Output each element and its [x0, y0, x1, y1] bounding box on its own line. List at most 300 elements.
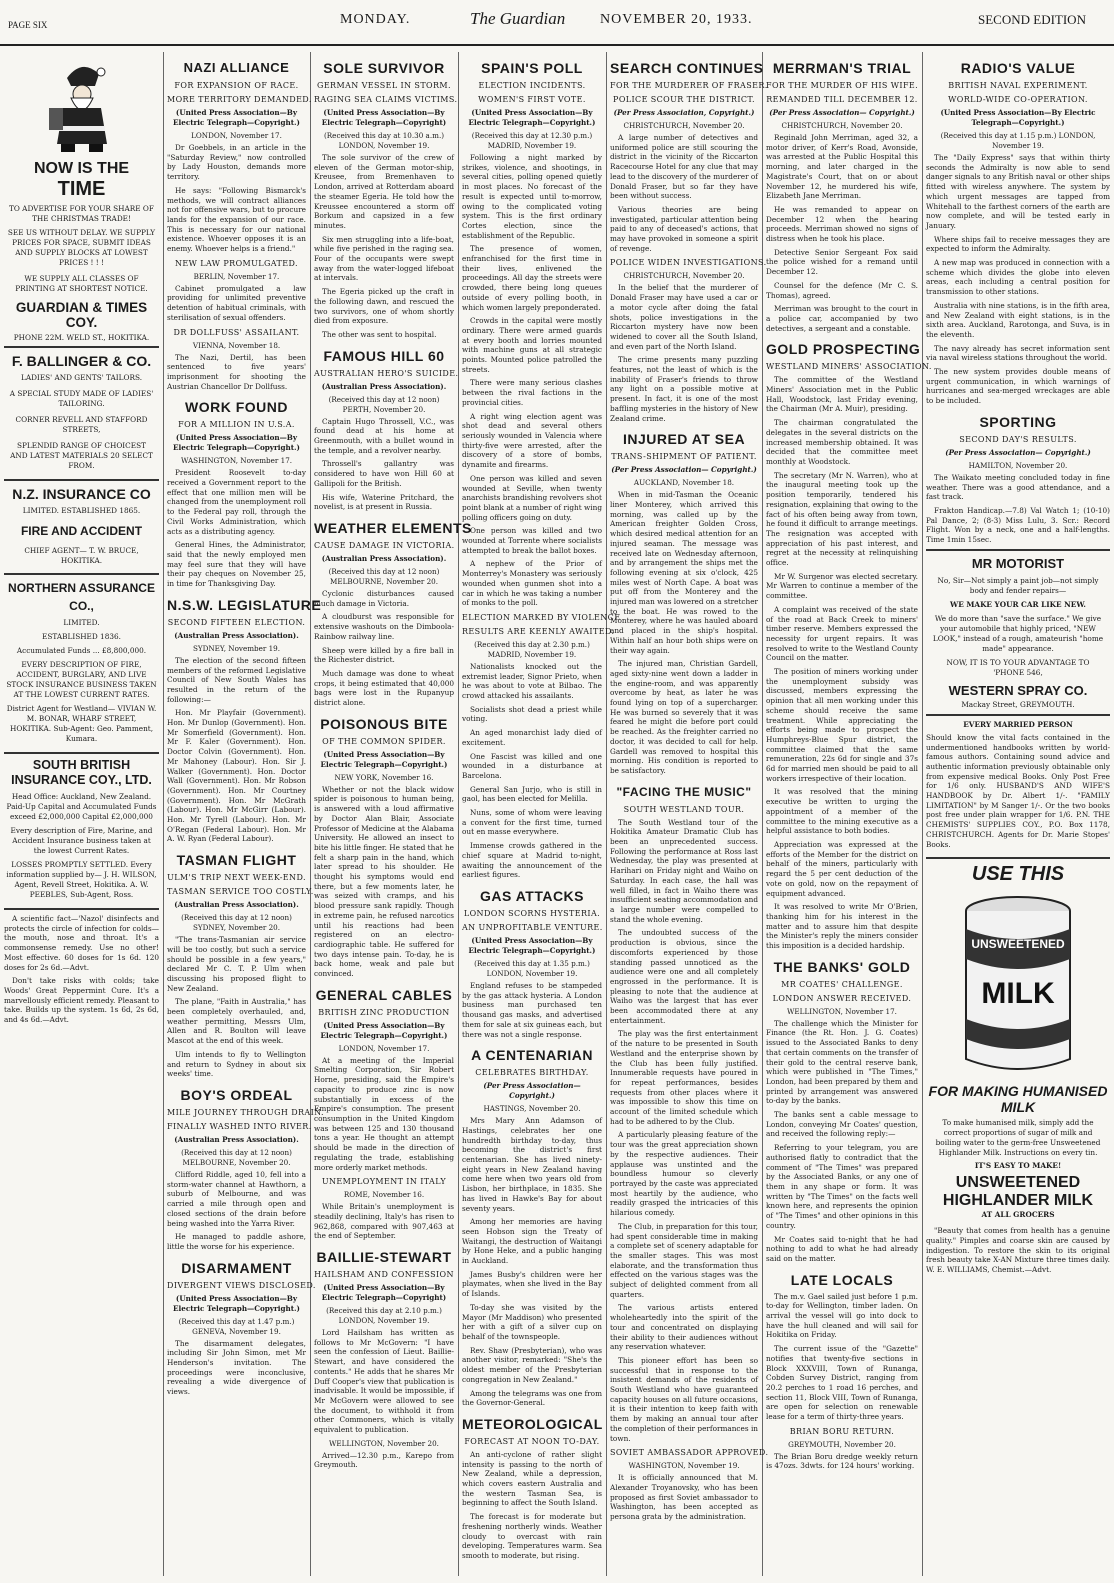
ad-text: ESTABLISHED 1836.: [42, 632, 121, 641]
ad-text: LADIES' AND GENTS' TAILORS.: [20, 373, 143, 382]
article-subhead: WORLD-WIDE CO-OPERATION.: [948, 95, 1088, 104]
article-paragraph: Much damage was done to wheat crops, it being estimated that 40,000 bags were lost in the Rupanyup district alone.: [314, 668, 454, 708]
article-paragraph: The South Westland tour of the Hokitika Amateur Dramatic Club has been an unprecedented success. Following the performance at Ross last Wednesday, the play was presented at Harihari on Friday night and Waiho on Saturday. In each case, the hall was well filled, in fact in Waiho there was insufficient seating accommodation and a large number were compelled to stand the whole evening.: [610, 817, 758, 924]
article-source: (Australian Press Association).: [321, 553, 447, 563]
ad-subhead: FOR MAKING HUMANISED MILK: [928, 1083, 1108, 1116]
article-dateline: (Received this day at 1.35 p.m.) LONDON, November 19.: [474, 959, 590, 978]
article-paragraph: The m.v. Gael sailed just before 1 p.m. to-day for Wellington, timber laden. On arrival the vessel will go into dock to have the hull cleaned and will sail for Hokitika on Friday.: [766, 1291, 918, 1340]
article-headline: BAILLIE-STEWART: [316, 1249, 452, 1266]
article-paragraph: The Waikato meeting concluded today in fine weather. There was a good attendance, and a fast track.: [926, 472, 1110, 502]
article-headline: TASMAN FLIGHT: [176, 852, 297, 869]
article-radios-value: [926, 60, 1110, 406]
article-headline: SOLE SURVIVOR: [323, 60, 445, 76]
article-paragraph: His wife, Waterine Pritchard, the novelist, is at present in Russia.: [314, 492, 454, 512]
article-paragraph: Nuns, some of whom were leaving a convent for the first time, turned out en masse everywhere.: [462, 808, 602, 837]
column-1: [0, 52, 163, 1576]
ad-text: No, Sir—Not simply a paint job—not simply body and fender repairs—: [937, 575, 1099, 595]
article-paragraph: Among the telegrams was one from the Governor-General.: [462, 1388, 602, 1408]
article-paragraph: The Brian Boru dredge weekly return is 47ozs. 3dwts. for 124 hours' working.: [766, 1451, 918, 1471]
ad-firm-name: F. BALLINGER & CO.: [11, 353, 152, 369]
article-subhead: MORE TERRITORY DEMANDED.: [167, 95, 312, 104]
ad-text: SEE US WITHOUT DELAY. WE SUPPLY PRICES FOR SPACE, SUBMIT IDEAS AND SUPPLY BLOCKS AT LOWEST PRICES ! ! !: [7, 228, 156, 267]
masthead: [0, 0, 1114, 46]
christmas-ad: [4, 52, 159, 343]
article-subhead: AUSTRALIAN HERO'S SUICIDE.: [314, 368, 459, 378]
ad-brand: UNSWEETENED HIGHLANDER MILK: [942, 1174, 1094, 1210]
article-source: (United Press Association—By Electric Telegraph—Copyright): [321, 108, 447, 127]
ad-firm-name: NORTHERN ASSURANCE CO.,: [8, 581, 155, 613]
article-injured-at-sea: [610, 431, 758, 775]
article-paragraph: There were many serious clashes between the rival factions in the provincial cities.: [462, 378, 602, 407]
tin-label-top: UNSWEETENED: [971, 937, 1065, 952]
article-subhead: RESULTS ARE KEENLY AWAITED.: [462, 626, 615, 636]
article-boys-ordeal: [167, 1087, 324, 1252]
ad-text: District Agent for Westland— VIVIAN W. M. BONAR, WHARF STREET, HOKITIKA. Sub-Agent: Geo. Pamment, Kumara.: [6, 704, 157, 743]
article-paragraph: Counsel for the defence (Mr C. S. Thomas), agreed.: [766, 280, 918, 300]
article-source: (United Press Association—By Electric Telegraph—Copyright.): [173, 1293, 300, 1313]
article-dateline: CHRISTCHURCH, November 20.: [781, 121, 903, 130]
nazol-advert: A scientific fact—'Nazol' disinfects and protects the circle of infection for colds—the mouth, nose and throat. It's a commonsense remedy. Use no other! Most effective. 60 doses for 1s 6d. 120 doses for 2s 6d.—Advt.: [4, 914, 159, 972]
article-sporting: [926, 414, 1110, 545]
article-source: (United Press Association—By Electric Telegraph—Copyright.): [320, 749, 448, 769]
ad-headline: USE THIS: [971, 863, 1065, 886]
married-person-ad: [926, 714, 1110, 857]
article-subhead: FOR A MILLION IN U.S.A.: [178, 420, 295, 430]
article-paragraph: A particularly pleasing feature of the tour was the great appreciation shown by the respective audiences. Their applause was unstinted and the boundless humour so cleverly portrayed by the caste was appreciated most heartily by the audience, who readily grasped the intricacies of this hilarious comedy.: [610, 1130, 758, 1218]
article-paragraph: The election of the second fifteen members of the reformed Legislative Council of New South Wales has resulted in the return of the following:—: [167, 655, 306, 704]
ad-text: CORNER REVELL AND STAFFORD STREETS,: [15, 415, 148, 434]
article-dateline: (Received this day at 1.15 p.m.) LONDON, November 19.: [940, 131, 1096, 150]
article-paragraph: Following a night marked by strikes, violence, and shootings, in several cities, polling opened quietly in most places. No forecast of the result is expected until to-morrow, owing to the complicated voting system. This is the first ordinary Cortes election, since the establishment of the Republic.: [462, 153, 602, 240]
article-headline: FAMOUS HILL 60: [323, 347, 445, 364]
article-subhead: SECOND FIFTEEN ELECTION.: [167, 617, 306, 627]
article-headline: GENERAL CABLES: [315, 986, 453, 1003]
article-paragraph: The "Daily Express" says that within thirty seconds the Admiralty is now able to send danger signals to any British naval or other ships fitted with wireless anywhere. The system by which urgent messages are tapped from Whitehall to the farthest corners of the earth are now complete, and will be tested early in January.: [926, 153, 1110, 230]
article-subhead: POLICE WIDEN INVESTIGATIONS.: [610, 258, 767, 268]
ad-text: SPLENDID RANGE OF CHOICEST AND LATEST MATERIALS 20 SELECT FROM.: [10, 441, 153, 470]
ad-address: PHONE 22M. WELD ST., HOKITIKA.: [13, 333, 150, 342]
article-source: (United Press Association—By Electric Telegraph—Copyright): [321, 1283, 447, 1303]
ad-headline: EVERY MARRIED PERSON: [963, 719, 1073, 729]
column-7: [922, 52, 1114, 1576]
article-dateline: CHRISTCHURCH, November 20.: [623, 271, 745, 281]
article-paragraph: Cabinet promulgated a law providing for unlimited preventive detention of habitual criminals, with sterilisation of sexual offenders.: [167, 283, 306, 322]
article-centenarian: [462, 1047, 602, 1408]
article-subhead: WOMEN'S FIRST VOTE.: [478, 95, 586, 104]
paper-name: The Guardian: [470, 9, 566, 28]
article-paragraph: General San Jurjo, who is still in gaol, has been elected for Melilla.: [462, 784, 602, 804]
article-paragraph: One person was killed and two wounded at Torrente where socialists attempted to break the ballot boxes.: [462, 526, 602, 555]
article-subhead: GERMAN VESSEL IN STORM.: [317, 81, 451, 90]
article-dateline: (Received this day at 2.30 p.m.) MADRID, November 19.: [474, 639, 590, 659]
article-subhead: RAGING SEA CLAIMS VICTIMS.: [314, 95, 458, 104]
article-paragraph: Socialists shot dead a priest while voting.: [462, 704, 602, 724]
ad-text: Head Office: Auckland, New Zealand. Paid-Up Capital and Accumulated Funds exceed £2,000,000 Capital £2,000,000: [6, 792, 157, 821]
article-dateline: AUCKLAND, November 18.: [633, 478, 735, 488]
article-dateline: (Received this day at 10.30 a.m.) LONDON, November 19.: [323, 131, 445, 150]
article-banks-gold: [766, 959, 918, 1264]
ad-firm-name: N.Z. INSURANCE CO: [12, 486, 151, 502]
article-source: (Australian Press Association).: [174, 1135, 299, 1144]
ad-text: IT'S EASY TO MAKE!: [974, 1161, 1062, 1171]
article-paragraph: General Hines, the Administrator, said that the newly employed men may feel sure that they will have their pay cheques on November 25, in time for Thanksgiving Day.: [167, 540, 306, 589]
ad-text: We do more than "save the surface." We give your automobile that highly priced, "NEW LOOK," instead of a rough, amateurish "home made" appearance.: [932, 613, 1104, 653]
article-dateline: NEW YORK, November 16.: [334, 772, 434, 782]
article-subhead: FOR EXPANSION OF RACE.: [174, 81, 299, 90]
article-paragraph: The play was the first entertainment of the nature to be presented in South Westland and the enterprise shown by the Club has been fully justified. Innumerable requests have poured in for repeat performances, besides requests from other places where it was impossible to show this time on account of the limited schedule which had to be adhered to by the Club.: [610, 1029, 758, 1126]
article-dateline: VIENNA, November 18.: [192, 340, 281, 350]
article-paragraph: Frakton Handicap.—7.8) Val Watch 1; (10-10) Pal Dance, 2; (8-3) Miss Lulu, 3. Scr.: Record Flight. Won by a neck, one and a half-lengths. Time 1min 15sec.: [926, 505, 1110, 545]
article-paragraph: The sole survivor of the crew of eleven of the German motor-ship, Kreusee, from Bremenhaven to London, arrived at Rotterdam aboard the steamer Egeria. He told how the Kreussee encountered a storm off Borkum and capsized in a few minutes.: [314, 153, 454, 230]
article-paragraph: Throssell's gallantry was considered to have won Hill 60 at Gallipoli for the British.: [314, 459, 454, 488]
article-subhead: DIVERGENT VIEWS DISCLOSED.: [167, 1280, 316, 1290]
article-paragraph: The disarmament delegates, including Sir John Simon, met Mr Henderson's invitation. The proceedings were inconclusive, revealing a wide divergence of views.: [167, 1338, 306, 1397]
article-paragraph: It was resolved to write Mr O'Brien, thanking him for his interest in the matter and to assure him that despite the Minister's reply the miners consider this imposition is a decided hardship.: [766, 902, 918, 951]
article-sole-survivor: [314, 60, 458, 340]
article-dateline: (Received this day at 12.30 p.m.) MADRID, November 19.: [471, 131, 593, 150]
article-weather-elements: [314, 519, 472, 708]
article-dateline: GREYMOUTH, November 20.: [788, 1439, 896, 1449]
article-headline: BOY'S ORDEAL: [180, 1087, 293, 1103]
article-headline: POISONOUS BITE: [320, 715, 448, 732]
article-source: (United Press Association—By Electric Telegraph—Copyright.): [468, 108, 596, 127]
article-paragraph: Lord Hailsham has written as follows to Mr McGovern: "I have seen the confession of Lieut. Baillie-Stewart, and have considered the contents." He adds that he shares Mr Duff Cooper's view that publication is inadvisable. It would be impossible, if Mr McGovern were allowed to see the document, to withhold it from other Commoners, which is vitally equivalent to publication.: [314, 1328, 454, 1435]
article-paragraph: Merriman was brought to the court in a police car, accompanied by two detectives, a sergeant and a constable.: [766, 304, 918, 333]
article-paragraph: The plane, "Faith in Australia," has been completely overhauled, and, weather permitting, Messrs Ulm, Allen and R. Boulton will leave Mascot at the end of this week.: [167, 997, 306, 1046]
article-paragraph: Crowds in the capital were mostly ordinary. There were armed guards at every booth and lorries mounted with machine guns at all strategic points. Mounted police patrolled the streets.: [462, 316, 602, 374]
motorist-ad: [926, 549, 1110, 714]
article-dateline: WASHINGTON, November 19.: [628, 1461, 740, 1471]
edition-label: SECOND EDITION: [978, 12, 1086, 27]
ad-text: LIMITED.: [63, 618, 100, 627]
article-source: (Per Press Association— Copyright.): [769, 108, 915, 117]
woods-advert: Don't take risks with colds; take Woods' Great Peppermint Cure. It's a marvellously efficient remedy. Pleasant to take. Builds up the system. 1s 6d, 2s 6d, and 4s 6d.—Advt.: [4, 976, 159, 1025]
article-subhead: LONDON SCORNS HYSTERIA.: [463, 909, 601, 918]
article-paragraph: He was remanded to appear on December 12 when the hearing proceeds. Merriman showed no signs of distress when he took his place.: [766, 204, 918, 244]
article-paragraph: The injured man, Christian Gardell, aged sixty-nine went down a ladder in the engine-room, and was apparently overcome by heat, as later he was found lying on top of a supercharger. He was burned so severely that it was feared he might die before port could be reached. As the freighter carried no doctor, it was decided to call for help. Gardell was removed to hospital this morning. His condition is reported to be satisfactory.: [610, 659, 758, 775]
article-paragraph: Nationalists knocked out the extremist leader, Signor Prieto, when he was about to vote at Bilbao. The crowd attacked his assailants.: [462, 661, 602, 701]
article-paragraph: The presence of women, enfranchised for the first time in their lives, enlivened the proceedings. All day the streets were crowded, there being long queues outside of every polling booth, in which women largely preponderated.: [462, 244, 602, 312]
article-dateline: WELLINGTON, November 17.: [787, 1006, 897, 1016]
article-paragraph: A new map was produced in connection with a scheme which divides the globe into eleven areas, each including a central position for transmission to other stations.: [926, 258, 1110, 297]
article-subhead: FOR THE MURDER OF HIS WIFE.: [766, 81, 919, 90]
column-4: [458, 52, 621, 1576]
article-subhead: FOR THE MURDERER OF FRASER.: [610, 81, 768, 90]
article-subhead: POLICE SCOUR THE DISTRICT.: [613, 95, 755, 104]
article-source: (Australian Press Association).: [174, 900, 299, 910]
santa-claus-icon: [47, 56, 117, 156]
ad-address: Mackay Street, GREYMOUTH.: [961, 699, 1075, 709]
article-headline: GOLD PROSPECTING: [766, 341, 921, 358]
ad-text: AT ALL GROCERS: [981, 1210, 1055, 1220]
article-paragraph: The secretary (Mr N. Warren), who at the inaugural meeting took up the position temporarily, tendered his resignation, explaining that owing to the fact of his often being away from town, he found it difficult to arrange meetings. The resignation was accepted with appreciation of his past interest, and regret at the necessity at relinquishing office.: [766, 470, 918, 568]
article-meteorological: [462, 1416, 602, 1561]
article-subhead: MR COATES' CHALLENGE.: [781, 979, 903, 989]
article-baillie-stewart: [314, 1249, 454, 1470]
ad-text: WE MAKE YOUR CAR LIKE NEW.: [950, 599, 1086, 609]
article-facing-the-music: [610, 784, 769, 1522]
article-paragraph: Reginald John Merriman, aged 32, a motor driver, of Kerr's Road, Avonside, was arrested at the Public Hospital this morning, and later charged in the Magistrate's Court, that on or about November 12, he murdered his wife, Elizabeth Jane Merriman.: [766, 133, 918, 201]
article-source: (Per Press Association— Copyright.): [611, 465, 757, 475]
issue-date: NOVEMBER 20, 1933.: [600, 12, 753, 27]
column-2: [163, 52, 324, 1576]
article-subhead: FORECAST AT NOON TO-DAY.: [464, 1436, 600, 1446]
article-headline: NAZI ALLIANCE: [183, 60, 290, 75]
article-paragraph: A large number of detectives and uniformed police are still scouring the district in the vicinity of the Riccarton Racecourse Hotel for any clue that may lead to the discovery of the murderer of Donald Fraser, but so far they have been without success.: [610, 133, 758, 201]
article-source: (United Press Association—By Electric Telegraph—Copyright.): [173, 433, 300, 453]
article-dateline: WELLINGTON, November 20.: [329, 1438, 439, 1448]
article-headline: WEATHER ELEMENTS: [314, 519, 472, 536]
ad-text: WE SUPPLY ALL CLASSES OF PRINTING AT SHORTEST NOTICE.: [15, 274, 148, 293]
article-paragraph: The banks sent a cable message to London, conveying Mr Coates' question, and received the following reply:—: [766, 1110, 918, 1139]
nz-insurance-ad: [4, 479, 159, 573]
article-subhead: CELEBRATES BIRTHDAY.: [475, 1068, 589, 1078]
article-paragraph: Various theories are being investigated, particular attention being paid to any of deceased's actions, that may have provoked in someone a spirit of revenge.: [610, 204, 758, 253]
article-dateline: BERLIN, November 17.: [193, 271, 280, 281]
article-gas-attacks: [462, 888, 602, 1039]
article-paragraph: The forecast is for moderate but freshening northerly winds. Weather cloudy to overcast with rain developing. Temperatures warm. Sea smooth to moderate, but rising.: [462, 1512, 602, 1560]
article-subhead: ULM'S TRIP NEXT WEEK-END.: [167, 873, 306, 883]
article-paragraph: President Roosevelt to-day received a Government report to the effect that one million men will be changed from the unemployment roll to the Federal pay roll, through the Civil Works Administration, which acts as a distributing agency.: [167, 468, 306, 536]
article-paragraph: The other was sent to hospital.: [322, 329, 437, 339]
article-subhead: REMANDED TILL DECEMBER 12.: [766, 95, 918, 104]
article-paragraph: This pioneer effort has been so successful that in response to the insistent demands of the residents of South Westland who have guaranteed capacity houses on all future occasions, it is their intention to keep faith with them by making an annual tour after the completion of their performances in town.: [610, 1355, 758, 1443]
article-paragraph: One Fascist was killed and one wounded in a disturbance at Barcelona.: [462, 751, 602, 780]
article-subhead: DR DOLLFUSS' ASSAILANT.: [173, 327, 300, 337]
article-paragraph: The new system provides double means of urgent communication, in which warnings of hurricanes and sea-merged wreckages are able to be included.: [926, 367, 1110, 406]
article-dateline: WASHINGTON, November 17.: [180, 456, 293, 466]
article-dateline: (Received this day at 12 noon) PERTH, November 20.: [328, 394, 440, 414]
article-paragraph: A complaint was received of the state of the road at Back Creek to miners' timber reserve. Members expressed the necessity for urgent repairs. It was resolved to write to the Westland County Council on the matter.: [766, 604, 918, 663]
article-subhead: SOUTH WESTLAND TOUR.: [623, 804, 745, 814]
article-subhead: LONDON ANSWER RECEIVED.: [772, 993, 912, 1003]
article-paragraph: Whether or not the black widow spider is poisonous to human being, is answered with a loud affirmative by Doctor Alan Blair, Associate Professor of Medicine at the Alabama University. He allowed an insect to bite his little finger. He stated that he felt a sharp pain in the hand, which later spread to his shoulder. He thought his symptoms would end there, but a few moments later, he was seized with cramps, and his blood pressure sank rapidly. Though in extreme pain, he refused narcotics until his reactions had been registered on an electro-cardiographic table. He suffered for two days intense pain. To-day, he is back home, weak and pale but convinced.: [314, 784, 454, 979]
article-paragraph: The crime presents many puzzling features, not the least of which is the inability of Fraser's friends to throw any light on a possible motive at present. In fact, it is one of the most baffling mysteries in the history of New Zealand crime.: [610, 355, 758, 423]
article-paragraph: Mr W. Surgenor was elected secretary. Mr Warren to continue a member of the committee.: [766, 571, 918, 601]
article-headline: LATE LOCALS: [790, 1271, 894, 1288]
article-paragraph: Clifford Riddle, aged 10, fell into a storm-water channel at Hawthorn, a suburb of Melbourne, and was carried a mile through open and closed sections of the drain before being washed into the Yarra River.: [167, 1170, 306, 1228]
article-dateline: (Received this day at 2.10 p.m.) LONDON, November 19.: [326, 1306, 442, 1326]
article-dateline: LONDON, November 17.: [338, 1043, 430, 1053]
article-headline: N.S.W. LEGISLATURE: [167, 596, 322, 613]
article-subhead: ELECTION MARKED BY VIOLENCE: [462, 612, 621, 622]
article-paragraph: The undoubted success of the production is obvious, since the discomforts experienced by those standing passed unnoticed as the audience were one and all completely engrossed in the performance. It is pleasing to note that the audience at Waiho was the largest that has ever been accommodated there at any entertainment.: [610, 928, 758, 1025]
article-paragraph: The committee of the Westland Miners' Association met in the Public Hall, Woodstock, last Friday evening, the Chairman (Mr A. Muir), presiding.: [766, 375, 918, 414]
article-subhead: MILE JOURNEY THROUGH DRAIN.: [167, 1108, 324, 1117]
article-subhead: CAUSE DAMAGE IN VICTORIA.: [314, 540, 455, 550]
article-paragraph: The various artists entered wholeheartedly into the spirit of the tour and concentrated on displaying their ability to their audiences without any reservation whatever.: [610, 1303, 758, 1352]
ad-text: Every description of Fire, Marine, and Accident Insurance business taken at the lowest Current Rates.: [10, 826, 153, 855]
article-source: (Per Press Association— Copyright.): [945, 447, 1091, 457]
article-work-found: [167, 399, 306, 588]
article-paragraph: The position of miners working under the unemployment subsidy was discussed, members expressing the opinion that all men working under this scheme should receive the same treatment. While appreciating the efforts being made to prospect the Humphreys-Blue Spur district, the committee claimed that the same remuneration, 22s 6d for single and 37s 6d for married men should be paid to all workers irrespective of their location.: [766, 667, 918, 783]
article-dateline: (Received this day at 12 noon) SYDNEY, November 20.: [181, 913, 292, 933]
ad-headline: TIME: [57, 178, 106, 200]
article-paragraph: The navy already has secret information sent via naval wireless stations throughout the world.: [926, 343, 1110, 363]
article-paragraph: The current issue of the "Gazette" notifies that twenty-five sections in Block XXXVIII, Town of Runanga, Cobden Survey District, ranging from 20.2 perches to 1 road 16 perches, and section 11, Block VIII, Town of Runanga, are open for selection on renewable lease for a term of thirty-three years.: [766, 1344, 918, 1422]
ad-headline: MR MOTORIST: [971, 555, 1065, 571]
article-headline: SPAIN'S POLL: [481, 60, 583, 76]
article-paragraph: Australia with nine stations, is in the fifth area, and New Zealand with eight stations, is in the sixth area. Auckland, Rarotonga, and Suva, is in the eleventh.: [926, 300, 1110, 339]
article-paragraph: It is officially announced that M. Alexander Troyanovsky, who has been proposed as first Soviet ambassador to Washington, has been accepted as persona grata by the administration.: [610, 1473, 758, 1522]
article-subhead: TASMAN SERVICE TOO COSTLY.: [167, 887, 314, 897]
article-paragraph: It was resolved that the mining executive be written to urging the appointment of a member of the committee to the mining executive as a helpful assistance to both bodies.: [766, 787, 918, 836]
article-subhead: ELECTION INCIDENTS.: [478, 81, 586, 90]
article-gold-prospecting: [766, 341, 932, 951]
article-dateline: (Received this day at 1.47 p.m.) GENEVA, November 19.: [178, 1316, 295, 1336]
article-paragraph: The chairman congratulated the delegates in the several districts on the increased membership obtained. It was decided that the committee meet monthly at Woodstock.: [766, 418, 918, 466]
article-paragraph: While Britain's unemployment is steadily declining, Italy's has risen to 962,868, compared with 907,463 at the end of September.: [314, 1202, 454, 1241]
article-subhead: SECOND DAY'S RESULTS.: [959, 434, 1077, 444]
article-late-locals: [766, 1272, 918, 1472]
article-paragraph: When in mid-Tasman the Oceanic liner Monterey, which arrived this morning, was called up by the American freighter Golden Cross, which desired medical attention for an injured seaman. The message was received late on Wednesday afternoon, and by arrangement the ships met the following evening at six o'clock, 425 miles west of North Cape. A boat was put off from the Monterey and the injured man was lowered on a stretcher to the boat. He was rowed to the Monterey, where he was hauled aboard and placed in the ship's hospital. Within half an hour both ships were on their way again.: [610, 490, 758, 655]
ad-text: TO ADVERTISE FOR YOUR SHARE OF THE CHRISTMAS TRADE!: [9, 204, 154, 223]
article-paragraph: Rev. Shaw (Presbyterian), who was another visitor, remarked: "She's the oldest member of the Presbyterian congregation in New Zealand.": [462, 1345, 602, 1384]
article-nsw-legislature: [167, 596, 322, 844]
article-headline: SEARCH CONTINUES: [610, 60, 764, 76]
article-general-cables: [314, 987, 454, 1241]
issue-day: MONDAY.: [340, 12, 411, 27]
article-dateline: (Received this day at 12 noon) MELBOURNE, November 20.: [181, 1148, 292, 1167]
article-paragraph: To-day she was visited by the Mayor (Mr Maddison) who presented her with a gift of a silver cup on behalf of the townspeople.: [462, 1302, 602, 1341]
article-paragraph: Among her memories are having seen Hobson sign the Treaty of Waitangi, the destruction of Waitangi by Hone Heke, and a public hanging in Auckland.: [462, 1217, 602, 1266]
milk-tin-illustration: [950, 889, 1086, 1079]
article-tasman-flight: [167, 852, 314, 1079]
column-6: [762, 52, 932, 1576]
article-source: (United Press Association—By Electric Telegraph—Copyright.): [940, 108, 1096, 127]
column-3: [310, 52, 472, 1576]
article-paragraph: Referring to your telegram, you are authorised flatly to contradict that the comment of "The Times" was prepared by the Associated Banks, or any one of them in any shape or form. It was written by "The Times" on the facts well known here, and represents the opinion of "The Times" and other opinions in this country.: [766, 1143, 918, 1230]
article-subhead: HAILSHAM AND CONFESSION: [314, 1270, 454, 1280]
article-source: (United Press Association—By Electric Telegraph—Copyright.): [468, 936, 596, 955]
ad-text: Accumulated Funds ... £8,800,000.: [16, 646, 147, 655]
article-paragraph: Appreciation was expressed at the efforts of the Member for the district on behalf of the miners, particularly with regard the 5 per cent deduction of the vote on gold, now on the repayment of equipment advanced.: [766, 840, 918, 898]
article-subhead: UNEMPLOYMENT IN ITALY: [321, 1177, 447, 1187]
article-subhead: BRITISH ZINC PRODUCTION: [318, 1007, 450, 1017]
article-dateline: HASTINGS, November 20.: [483, 1104, 581, 1114]
article-paragraph: The Nazi, Dertil, has been sentenced to five years' imprisonment for shooting the Austrian Chancellor Dr Dollfuss.: [167, 352, 306, 391]
article-dateline: (Received this day at 12 noon) MELBOURNE, November 20.: [328, 566, 440, 586]
article-paragraph: Ulm intends to fly to Wellington and return to Sydney in about six weeks' time.: [167, 1049, 306, 1079]
article-headline: GAS ATTACKS: [479, 888, 584, 904]
south-british-ad: [4, 752, 159, 908]
article-subhead: AN UNPROFITABLE VENTURE.: [462, 923, 603, 932]
article-paragraph: One person was killed and seven wounded at Seville, when twenty anarchists brandishing revolvers shot point blank at a number of right wing polling officers going on duty.: [462, 473, 602, 522]
article-subhead: BRIAN BORU RETURN.: [789, 1426, 895, 1436]
article-paragraph: Six men struggling into a life-boat, while five perished in the raging sea. Four of the occupants were swept away from the water-logged lifeboat at intervals.: [314, 234, 454, 283]
article-nazi-alliance: [167, 60, 312, 391]
article-source: (Per Press Association—Copyright.): [483, 1081, 581, 1101]
article-paragraph: Mr Coates said to-night that he had nothing to add to what he had already said on the matter.: [766, 1234, 918, 1263]
page-number: PAGE SIX: [8, 20, 48, 30]
article-paragraph: Arrived—12.30 p.m., Karepo from Greymouth.: [314, 1450, 454, 1470]
article-source: (United Press Association—By Electric Telegraph—Copyright.): [320, 1020, 448, 1040]
article-famous-hill-60: [314, 347, 459, 512]
article-paragraph: A cloudburst was responsible for extensive washouts on the Dimboola-Rainbow railway line.: [314, 612, 454, 641]
article-paragraph: He says: "Following Bismarck's methods, we will contract alliances not for offensive wars, but to procure lands for the expansion of our race. This is necessary for our national existence. Whoever opposes it is an enemy. Whoever helps is a friend.": [167, 185, 306, 254]
ad-subhead: FIRE AND ACCIDENT: [20, 524, 143, 538]
article-headline: DISARMAMENT: [181, 1259, 292, 1276]
article-paragraph: In the belief that the murderer of Donald Fraser may have used a car or a motor cycle after doing the fatal shots, police investigations in the Riccarton mystery have now been widened to cover all the South Island, and even part of the North Island.: [610, 283, 758, 351]
article-headline: RADIO'S VALUE: [960, 60, 1076, 76]
article-paragraph: Captain Hugo Throssell, V.C., was found dead at his home at Greenmouth, with a bullet wound in the temple, and a revolver nearby.: [314, 416, 454, 455]
article-poisonous-bite: [314, 716, 454, 979]
ad-text: CHIEF AGENT— T. W. BRUCE, HOKITIKA.: [24, 546, 139, 565]
ballinger-ad: [4, 346, 159, 479]
article-paragraph: Where ships fail to receive messages they are expected to inform the Admiralty.: [926, 234, 1110, 254]
article-subhead: BRITISH NAVAL EXPERIMENT.: [948, 81, 1088, 90]
column-5: [606, 52, 769, 1576]
article-source: (Australian Press Association).: [321, 381, 447, 391]
article-paragraph: The challenge which the Minister for Finance (the Rt. Hon. J. G. Coates) issued to the Associated Banks to deny that certain comments on the transfer of their gold to the central reserve bank, which were published in "The Times," London, had been prepared by them and printed by arrangement was answered to-day by the banks.: [766, 1018, 918, 1106]
article-headline: WORK FOUND: [185, 399, 288, 416]
article-paragraph: A nephew of the Prior of Monterrey's Monastery was seriously wounded when gunmen shot into a car in which he was taking a number of monks to the poll.: [462, 559, 602, 608]
article-headline: "FACING THE MUSIC": [616, 784, 752, 799]
ad-text: To make humanised milk, simply add the correct proportions of sugar of milk and boiling water to the germ-free Unsweetened Highlander Milk. Instructions on every tin.: [935, 1118, 1101, 1158]
article-merrmans-trial: [766, 60, 918, 333]
article-dateline: LONDON, November 17.: [191, 131, 282, 140]
article-paragraph: England refuses to be stampeded by the gas attack hysteria. A London business man purchased ten thousand gas masks, and advertised them for sale at six guineas each, but there was not a single response.: [462, 981, 602, 1039]
tin-label-main: MILK: [981, 977, 1055, 1011]
article-dateline: HAMILTON, November 20.: [968, 460, 1068, 470]
article-headline: INJURED AT SEA: [622, 431, 746, 448]
ad-firm-name: WESTERN SPRAY CO.: [948, 682, 1088, 698]
article-paragraph: Dr Goebbels, in an article in the "Saturday Review," now controlled by Lady Houston, demands more territory.: [167, 143, 306, 182]
article-paragraph: An anti-cyclone of rather slight intensity is passing to the north of New Zealand, while a depression, which covers eastern Australia and the western Tasman Sea, is beginning to affect the South Island.: [462, 1449, 602, 1508]
article-disarmament: [167, 1259, 316, 1397]
ad-text: LOSSES PROMPTLY SETTLED. Every information supplied by— J. H. WILSON, Agent, Revell Street, Hokitika. A. W. PEEBLES, Sub-Agent, Ross.: [6, 860, 157, 899]
ad-text: LIMITED. ESTABLISHED 1865.: [22, 506, 141, 515]
article-subhead: WESTLAND MINERS' ASSOCIATION.: [766, 362, 932, 372]
article-paragraph: He managed to paddle ashore, little the worse for his experience.: [167, 1232, 306, 1251]
article-dateline: CHRISTCHURCH, November 20.: [623, 121, 745, 130]
ad-firm-name: SOUTH BRITISH INSURANCE COY., LTD.: [11, 758, 152, 787]
article-headline: METEOROLOGICAL: [462, 1415, 603, 1432]
article-headline: MERRMAN'S TRIAL: [772, 60, 912, 76]
ad-text: Should know the vital facts contained in the undermentioned handbooks written by world-famous authors. Containing sound advice and authentic information previously obtainable only from expensive medical Books. Only Post Free for 1/6 only. HUSBAND'S AND WIFE'S HANDBOOK by Dr. Albert 1/-. "FAMILY LIMITATION" by M Sanger 1/-. Or the two books post free under plain wrapper for 1/6. P.N. THE CHEMISTS' SUPPLIES COY., P.O. Box 1178, CHRISTCHURCH. Agents for Dr. Marie Stopes' Books.: [926, 732, 1110, 849]
article-source: (United Press Association—By Electric Telegraph—Copyright.): [173, 108, 300, 127]
article-source: (Per Press Association, Copyright.): [613, 108, 755, 117]
article-spains-poll: [462, 60, 621, 880]
article-subhead: FINALLY WASHED INTO RIVER.: [167, 1122, 312, 1131]
article-headline: A CENTENARIAN: [471, 1047, 593, 1064]
article-source: (Australian Press Association).: [174, 630, 299, 640]
article-paragraph: Mrs Mary Ann Adamson of Hastings, celebrates her one hundredth birthday to-day, thus becoming the district's first centenarian. She has lived ninety-eight years in New Zealand having come here when two years old from Lisbon, her birthplace, in 1835. She has lived in Hawke's Bay for about seventy years.: [462, 1116, 602, 1213]
article-paragraph: Hon. Mr Playfair (Government). Hon. Mr Dunlop (Government). Hon. Mr Somerfield (Government). Hon. Mr F. Kaler (Government). Hon. Doctor Colvin (Government). Hon. Mr Mahoney (Labour). Hon. Sir J. Walker (Government). Hon. Doctor Wall (Government). Hon. Mr Robson (Government). Hon. Mr Courtney (Government). Hon. Mr McGrath (Labour). Hon. Mr McGirr (Labour). Hon. Mr Tyrell (Labour). Hon. Mr O'Regan (Federal Labour). Hon. Mr A. W. Ryan (Federal Labour).: [167, 708, 306, 844]
ad-headline: NOW IS THE: [33, 160, 130, 177]
beauty-advert: "Beauty that comes from health has a genuine quality." Pimples and coarse skin are caused by indigestion. To restore the skin to its original fresh beauty take X-AN Mixture three times daily. W. E. WILLIAMS, Chemist.—Advt.: [926, 1226, 1110, 1275]
article-paragraph: The Club, in preparation for this tour, had spent considerable time in making a complete set of scenery adaptable for the smaller stages. This was most elaborate, and the transformation thus effected on the various stages was the subject of delighted comment from all quarters.: [610, 1221, 758, 1299]
article-paragraph: An aged monarchist lady died of excitement.: [462, 728, 602, 747]
article-dateline: SYDNEY, November 19.: [192, 643, 281, 653]
article-paragraph: "The trans-Tasmanian air service will be too costly, but such a service should be possible in a few years," declared Mr C. T. P. Ulm when discussing his proposed flight to New Zealand.: [167, 935, 306, 993]
article-dateline: ROME, November 16.: [343, 1190, 425, 1200]
article-paragraph: Immense crowds gathered in the chief square at Madrid to-night, awaiting the announcement of the earliest figures.: [462, 841, 602, 880]
article-paragraph: At a meeting of the Imperial Smelting Corporation, Sir Robert Horne, presiding, said the Empire's capacity to produce zinc is now substantially in excess of the Empire's consumption. The present consumption in the United Kingdom was between 125 and 130 thousand tons a year. He thought an attempt should be made in the direction of regulating the trade, establishing more orderly market methods.: [314, 1055, 454, 1172]
article-paragraph: Cyclonic disturbances caused much damage in Victoria.: [314, 588, 454, 608]
article-subhead: OF THE COMMON SPIDER.: [322, 736, 446, 746]
northern-assurance-ad: [4, 573, 159, 752]
ad-firm-name: GUARDIAN & TIMES COY.: [15, 300, 148, 330]
article-paragraph: Detective Senior Sergeant Fox said the police wished for a remand until December 12.: [766, 247, 918, 277]
article-paragraph: A right wing election agent was shot dead and several others seriously wounded in Valencia where thirty-five were arrested, after the discovery of a store of bombs, dynamite and firearms.: [462, 411, 602, 470]
ad-text: NOW, IT IS TO YOUR ADVANTAGE TO 'PHONE 546,: [946, 657, 1090, 677]
article-subhead: TRANS-SHIPMENT OF PATIENT.: [611, 452, 757, 462]
article-headline: THE BANKS' GOLD: [773, 958, 911, 975]
article-paragraph: The Egeria picked up the craft in the following dawn, and rescued the two survivors, one of whom shortly died from exposure.: [314, 287, 454, 326]
article-paragraph: James Busby's children were her playmates, when she lived in the Bay of Islands.: [462, 1269, 602, 1299]
ad-text: EVERY DESCRIPTION OF FIRE, ACCIDENT, BURGLARY, AND LIVE STOCK INSURANCE BUSINESS TAKEN AT THE LOWEST CURRENT RATES.: [6, 660, 157, 699]
